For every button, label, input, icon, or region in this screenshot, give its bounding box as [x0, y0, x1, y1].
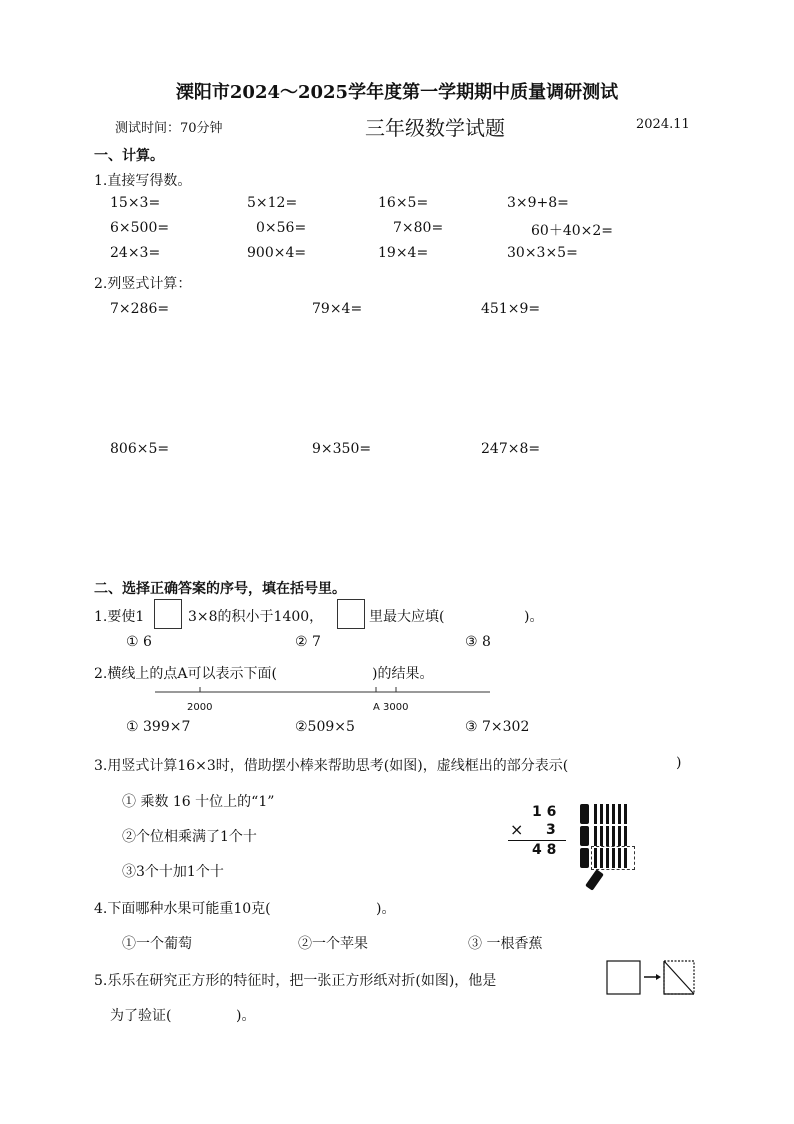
calc-line	[508, 840, 566, 841]
q5-line1: 5.乐乐在研究正方形的特征时，把一张正方形纸对折(如图)，他是	[94, 973, 497, 989]
q5-line2: 为了验证(	[110, 1008, 172, 1024]
calc-operator: ×	[510, 820, 524, 839]
exam-title: 溧阳市2024～2025学年度第一学期期中质量调研测试	[175, 82, 619, 103]
q1-text-mid: 3×8的积小于1400，	[188, 609, 324, 625]
calc-item: 15×3=	[110, 195, 161, 211]
q3-text-end: )	[676, 755, 682, 771]
vertical-calc-item: 79×4=	[312, 301, 363, 317]
calc-item: 30×3×5=	[507, 245, 578, 261]
calc-item: 16×5=	[378, 195, 429, 211]
section1-heading: 一、计算。	[94, 148, 164, 164]
subject-title: 三年级数学试题	[365, 116, 505, 140]
q1-text-pre: 1.要使1	[94, 609, 145, 625]
calc-item: 900×4=	[247, 245, 307, 261]
q4-option-3: ③ 一根香蕉	[468, 936, 543, 952]
q1-blank-box[interactable]	[154, 599, 182, 629]
vertical-calc-item: 7×286=	[110, 301, 170, 317]
q5-line2-end: )。	[236, 1008, 256, 1024]
q3-option-3: ③3个十加1个十	[122, 864, 224, 880]
q1-blank-box-ref	[337, 599, 365, 629]
q1-answer-close: )。	[524, 609, 544, 625]
calc-multiplier: 3	[546, 822, 556, 838]
exam-time: 测试时间：70分钟	[115, 121, 223, 136]
q2-text: 2.横线上的点A可以表示下面(	[94, 666, 277, 682]
calc-item: 3×9+8=	[507, 195, 569, 211]
q3-text: 3.用竖式计算16×3时，借助摆小棒来帮助思考(如图)，虚线框出的部分表示(	[94, 758, 569, 774]
q4-text: 4.下面哪种水果可能重10克(	[94, 901, 271, 917]
calc-item: 19×4=	[378, 245, 429, 261]
vertical-calc-item: 806×5=	[110, 441, 170, 457]
q4-option-2: ②一个苹果	[298, 936, 368, 952]
calc-item: 24×3=	[110, 245, 161, 261]
q1-text-post: 里最大应填(	[369, 609, 445, 625]
q4-text-end: )。	[376, 901, 396, 917]
part1-label: 1.直接写得数。	[94, 173, 192, 189]
vertical-calc-item: 9×350=	[312, 441, 372, 457]
q1-option-3: ③ 8	[465, 634, 491, 650]
square-fold-figure	[604, 958, 698, 998]
q2-option-3: ③ 7×302	[465, 719, 530, 735]
q1-option-1: ① 6	[126, 634, 152, 650]
q3-option-2: ②个位相乘满了1个十	[122, 829, 257, 845]
calc-item: 60＋40×2=	[531, 223, 613, 239]
q1-option-2: ② 7	[295, 634, 321, 650]
sticks-illustration	[576, 804, 638, 894]
number-line-tick-3000: A 3000	[373, 702, 409, 713]
q4-option-1: ①一个葡萄	[122, 936, 192, 952]
calc-item: 5×12=	[247, 195, 298, 211]
number-line	[150, 684, 495, 700]
q2-option-1: ① 399×7	[126, 719, 191, 735]
number-line-tick-2000: 2000	[187, 702, 213, 713]
q2-text-end: )的结果。	[372, 666, 434, 682]
q3-option-1: ① 乘数 16 十位上的“1”	[122, 794, 275, 810]
calc-item: 0×56=	[256, 220, 307, 236]
calc-top-number: 1 6	[532, 804, 557, 820]
calc-item: 6×500=	[110, 220, 170, 236]
calc-result: 4 8	[532, 842, 557, 858]
vertical-calc-item: 451×9=	[481, 301, 541, 317]
section2-heading: 二、选择正确答案的序号，填在括号里。	[94, 581, 346, 597]
exam-date: 2024.11	[636, 117, 690, 132]
calc-item: 7×80=	[393, 220, 444, 236]
vertical-calc-item: 247×8=	[481, 441, 541, 457]
part2-label: 2.列竖式计算：	[94, 276, 192, 292]
q2-option-2: ②509×5	[295, 719, 355, 735]
